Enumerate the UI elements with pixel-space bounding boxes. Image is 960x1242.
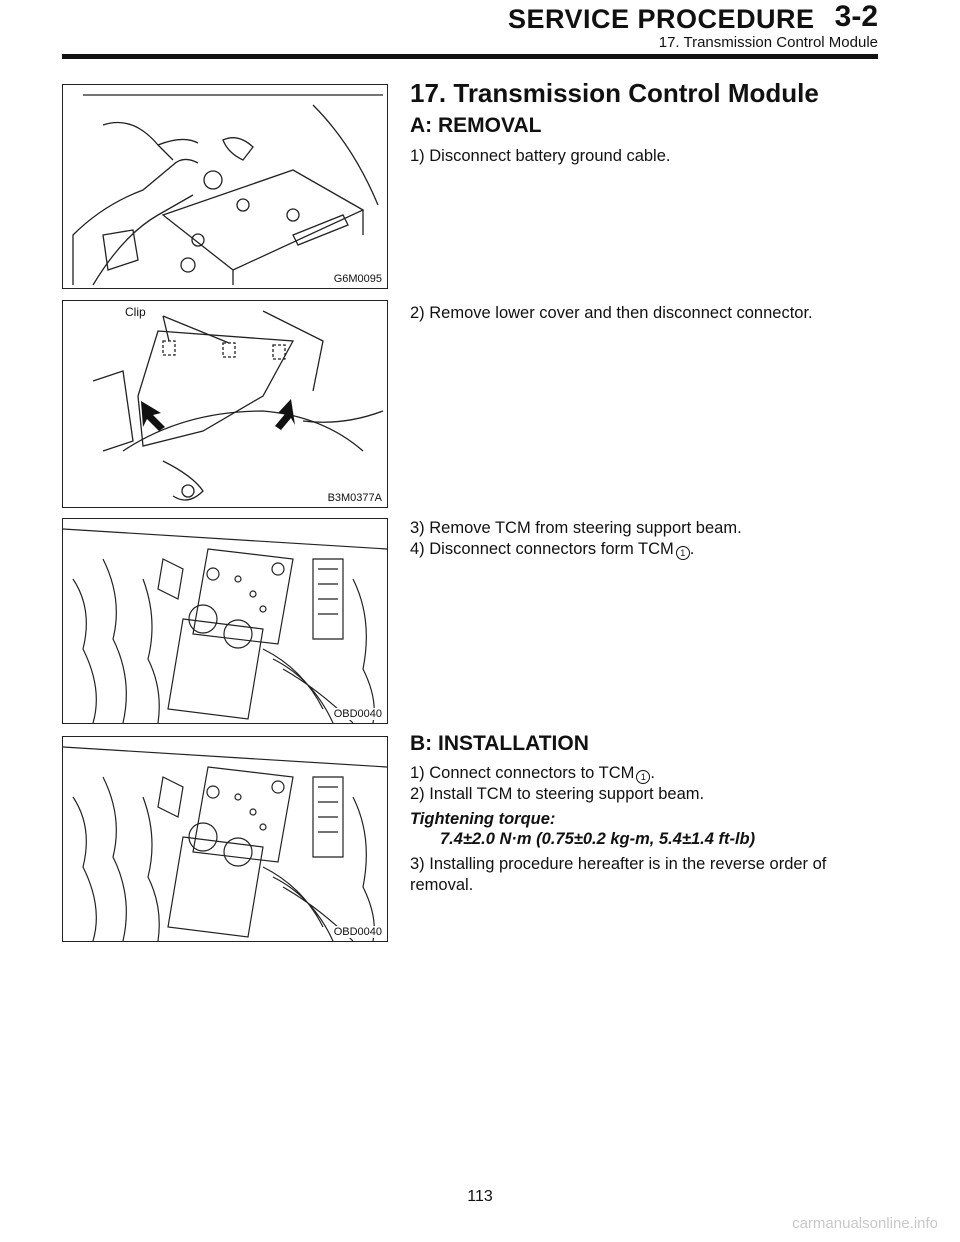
removal-step-2: 2) Remove lower cover and then disconnect connector. xyxy=(410,304,813,322)
tcm-illustration xyxy=(63,737,387,941)
watermark: carmanualsonline.info xyxy=(792,1215,938,1232)
removal-step-4 xyxy=(410,539,880,560)
removal-step-4-end: . xyxy=(689,540,695,558)
installation-step-3-line-2: removal. xyxy=(410,876,474,894)
figure-id: OBD0040 xyxy=(333,708,382,720)
reference-marker: 1 xyxy=(676,546,690,560)
header-title: SERVICE PROCEDURE xyxy=(508,4,815,34)
header-subtitle: 17. Transmission Control Module xyxy=(658,34,878,51)
removal-heading: A: REMOVAL xyxy=(410,114,542,137)
page-number: 113 xyxy=(467,1188,493,1205)
figure-tcm-installation xyxy=(62,736,388,942)
figure-tcm-removal xyxy=(62,518,388,724)
removal-step-1: 1) Disconnect battery ground cable. xyxy=(410,147,671,165)
installation-step-1-end: . xyxy=(650,764,655,782)
battery-illustration xyxy=(63,85,387,288)
figure-lower-cover xyxy=(62,300,388,508)
header-rule xyxy=(62,54,878,59)
torque-label: Tightening torque: xyxy=(410,810,556,828)
installation-step-2: 2) Install TCM to steering support beam. xyxy=(410,785,705,803)
removal-step-3: 3) Remove TCM from steering support beam. xyxy=(410,519,742,537)
figure-id: OBD0040 xyxy=(333,926,382,938)
section-heading: 17. Transmission Control Module xyxy=(410,78,819,108)
section-number: 3-2 xyxy=(834,0,878,33)
removal-step-4-text: 4) Disconnect connectors form TCM xyxy=(410,540,674,558)
figure-id: B3M0377A xyxy=(327,492,382,504)
tcm-illustration xyxy=(63,519,387,723)
reference-marker: 1 xyxy=(636,770,650,784)
clip-callout: Clip xyxy=(125,305,146,319)
figure-battery xyxy=(62,84,388,289)
installation-step-3-line-1: 3) Installing procedure hereafter is in the reverse order of xyxy=(410,855,827,873)
installation-heading: B: INSTALLATION xyxy=(410,732,589,755)
figure-id: G6M0095 xyxy=(333,273,382,285)
installation-step-1 xyxy=(410,763,880,784)
installation-step-1-text: 1) Connect connectors to TCM xyxy=(410,764,635,782)
lower-cover-illustration xyxy=(63,301,387,507)
torque-value: 7.4±2.0 N·m (0.75±0.2 kg-m, 5.4±1.4 ft-lb) xyxy=(440,830,756,848)
